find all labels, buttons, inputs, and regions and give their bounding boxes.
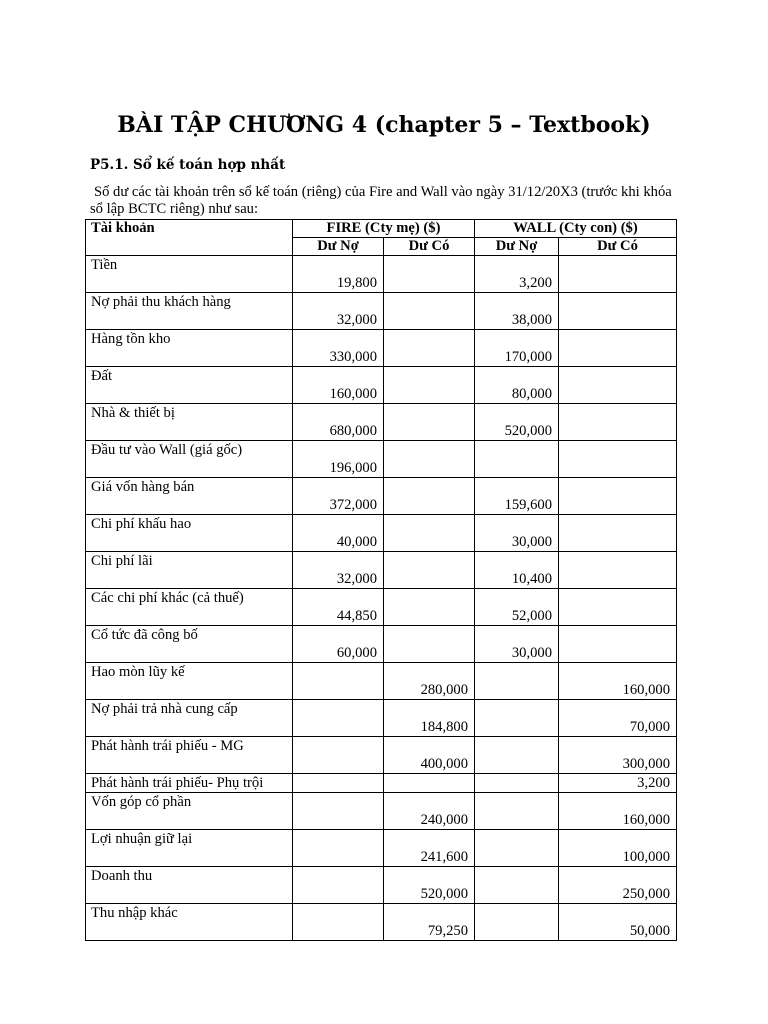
wall-credit-cell: 100,000: [559, 830, 677, 867]
wall-debit-cell: [475, 904, 559, 941]
fire-debit-cell: [293, 700, 384, 737]
account-name: Phát hành trái phiếu - MG: [86, 737, 293, 774]
account-name: Chi phí khấu hao: [86, 515, 293, 552]
wall-debit-cell: 10,400: [475, 552, 559, 589]
wall-debit-cell: [475, 793, 559, 830]
fire-debit-cell: 32,000: [293, 552, 384, 589]
wall-debit-cell: 80,000: [475, 367, 559, 404]
wall-credit-cell: [559, 293, 677, 330]
account-name: Nợ phải trả nhà cung cấp: [86, 700, 293, 737]
table-row: [86, 404, 677, 441]
account-name: Hao mòn lũy kế: [86, 663, 293, 700]
wall-credit-cell: 70,000: [559, 700, 677, 737]
fire-credit-cell: [384, 293, 475, 330]
fire-debit-cell: 32,000: [293, 293, 384, 330]
fire-debit-cell: [293, 663, 384, 700]
fire-debit-cell: [293, 867, 384, 904]
table-row: [86, 552, 677, 589]
account-balances-table: [85, 219, 677, 941]
table-row: [86, 330, 677, 367]
table-row: [86, 867, 677, 904]
wall-debit-cell: [475, 441, 559, 478]
account-name: Đầu tư vào Wall (giá gốc): [86, 441, 293, 478]
wall-credit-cell: [559, 367, 677, 404]
section-heading: P5.1. Sổ kế toán hợp nhất: [90, 157, 286, 173]
wall-debit-cell: 38,000: [475, 293, 559, 330]
table-row: [86, 774, 677, 793]
wall-debit-cell: [475, 663, 559, 700]
table-row: [86, 367, 677, 404]
account-name: Phát hành trái phiếu- Phụ trội: [86, 774, 293, 793]
wall-debit-cell: [475, 737, 559, 774]
wall-debit-cell: 52,000: [475, 589, 559, 626]
wall-credit-cell: [559, 626, 677, 663]
wall-credit-cell: 160,000: [559, 793, 677, 830]
header-fire-credit: Dư Có: [384, 238, 475, 256]
fire-credit-cell: [384, 515, 475, 552]
wall-credit-cell: [559, 515, 677, 552]
wall-credit-cell: [559, 589, 677, 626]
intro-line-2: sổ lập BCTC riêng) như sau:: [90, 201, 259, 217]
fire-credit-cell: [384, 256, 475, 293]
fire-debit-cell: 44,850: [293, 589, 384, 626]
fire-credit-cell: 280,000: [384, 663, 475, 700]
account-name: Tiền: [86, 256, 293, 293]
fire-credit-cell: 184,800: [384, 700, 475, 737]
fire-credit-cell: [384, 441, 475, 478]
page-title: BÀI TẬP CHƯƠNG 4 (chapter 5 – Textbook): [117, 112, 651, 138]
table-row: [86, 515, 677, 552]
fire-debit-cell: 19,800: [293, 256, 384, 293]
header-wall: WALL (Cty con) ($): [475, 220, 677, 238]
fire-credit-cell: [384, 552, 475, 589]
wall-debit-cell: 520,000: [475, 404, 559, 441]
fire-debit-cell: 160,000: [293, 367, 384, 404]
fire-credit-cell: [384, 589, 475, 626]
wall-credit-cell: [559, 552, 677, 589]
wall-credit-cell: [559, 256, 677, 293]
wall-credit-cell: [559, 478, 677, 515]
wall-credit-cell: [559, 404, 677, 441]
fire-credit-cell: 241,600: [384, 830, 475, 867]
table-row: [86, 589, 677, 626]
wall-debit-cell: 30,000: [475, 626, 559, 663]
table-row: [86, 626, 677, 663]
wall-credit-cell: [559, 330, 677, 367]
wall-debit-cell: [475, 830, 559, 867]
account-name: Nợ phải thu khách hàng: [86, 293, 293, 330]
account-name: Thu nhập khác: [86, 904, 293, 941]
fire-credit-cell: [384, 774, 475, 793]
intro-paragraph: [90, 184, 700, 218]
wall-credit-cell: 250,000: [559, 867, 677, 904]
account-name: Cổ tức đã công bố: [86, 626, 293, 663]
fire-debit-cell: [293, 904, 384, 941]
account-name: Lợi nhuận giữ lại: [86, 830, 293, 867]
fire-debit-cell: [293, 737, 384, 774]
fire-credit-cell: [384, 478, 475, 515]
fire-debit-cell: 40,000: [293, 515, 384, 552]
fire-debit-cell: [293, 774, 384, 793]
wall-debit-cell: 170,000: [475, 330, 559, 367]
table-row: [86, 478, 677, 515]
wall-credit-cell: 300,000: [559, 737, 677, 774]
intro-line-1: Số dư các tài khoản trên sổ kế toán (riêng) của Fire and Wall vào ngày 31/12/20X3 (trước khi khóa: [94, 184, 672, 200]
wall-credit-cell: 50,000: [559, 904, 677, 941]
wall-credit-cell: 160,000: [559, 663, 677, 700]
wall-debit-cell: [475, 700, 559, 737]
table-row: [86, 904, 677, 941]
fire-debit-cell: 60,000: [293, 626, 384, 663]
fire-credit-cell: [384, 626, 475, 663]
account-name: Các chi phí khác (cả thuế): [86, 589, 293, 626]
table-row: [86, 293, 677, 330]
header-account: Tài khoản: [86, 220, 293, 256]
table-row: [86, 700, 677, 737]
account-name: Chi phí lãi: [86, 552, 293, 589]
table-row: [86, 441, 677, 478]
wall-debit-cell: [475, 867, 559, 904]
fire-credit-cell: 79,250: [384, 904, 475, 941]
fire-credit-cell: 520,000: [384, 867, 475, 904]
fire-debit-cell: 196,000: [293, 441, 384, 478]
account-name: Doanh thu: [86, 867, 293, 904]
fire-debit-cell: 330,000: [293, 330, 384, 367]
fire-debit-cell: [293, 793, 384, 830]
account-name: Đất: [86, 367, 293, 404]
table-row: [86, 256, 677, 293]
account-name: Nhà & thiết bị: [86, 404, 293, 441]
header-wall-debit: Dư Nợ: [475, 238, 559, 256]
header-wall-credit: Dư Có: [559, 238, 677, 256]
fire-debit-cell: 372,000: [293, 478, 384, 515]
wall-debit-cell: 3,200: [475, 256, 559, 293]
table-row: [86, 663, 677, 700]
wall-debit-cell: [475, 774, 559, 793]
fire-credit-cell: [384, 404, 475, 441]
account-name: Hàng tồn kho: [86, 330, 293, 367]
wall-debit-cell: 159,600: [475, 478, 559, 515]
fire-credit-cell: 400,000: [384, 737, 475, 774]
table-row: [86, 737, 677, 774]
table-row: [86, 830, 677, 867]
fire-credit-cell: [384, 367, 475, 404]
header-fire: FIRE (Cty mẹ) ($): [293, 220, 475, 238]
wall-credit-cell: [559, 441, 677, 478]
header-fire-debit: Dư Nợ: [293, 238, 384, 256]
fire-debit-cell: [293, 830, 384, 867]
fire-credit-cell: 240,000: [384, 793, 475, 830]
fire-debit-cell: 680,000: [293, 404, 384, 441]
wall-credit-cell: 3,200: [559, 774, 677, 793]
account-name: Vốn góp cổ phần: [86, 793, 293, 830]
account-name: Giá vốn hàng bán: [86, 478, 293, 515]
wall-debit-cell: 30,000: [475, 515, 559, 552]
fire-credit-cell: [384, 330, 475, 367]
table-row: [86, 793, 677, 830]
